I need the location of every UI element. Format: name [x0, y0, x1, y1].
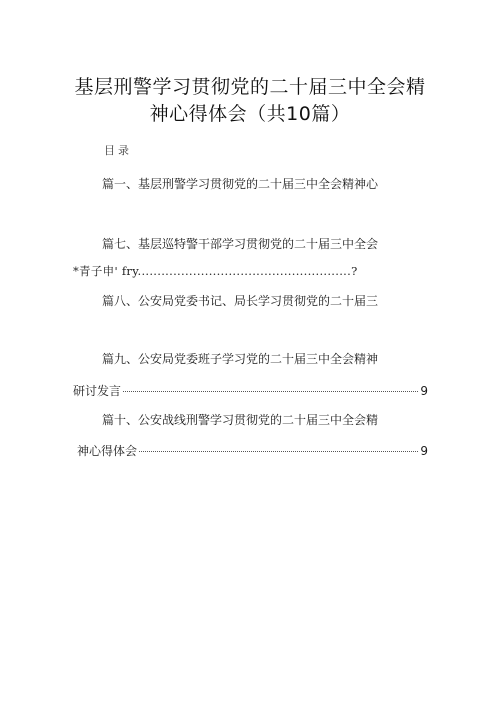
title-line-2: 神心得体会（共10篇） [149, 103, 351, 125]
dot-leader [123, 391, 418, 392]
title-line-1: 基层刑警学习贯彻党的二十届三中全会精 [74, 76, 426, 98]
toc-entry-9-tail-text: 研讨发言 [73, 384, 122, 398]
toc-entry-9[interactable]: 篇九、公安局党委班子学习党的二十届三中全会精神 [102, 352, 379, 366]
toc-entry-9-continuation[interactable] [73, 382, 428, 399]
toc-entry-1[interactable]: 篇一、基层刑警学习贯彻党的二十届三中全会精神心 [102, 177, 379, 191]
dot-leader [139, 451, 418, 452]
toc-entry-10-tail-text: 神心得体会 [77, 444, 138, 458]
toc-entry-9-page-number: 9 [420, 384, 428, 398]
toc-entry-7-garbled-leader: *青子申' fry......................................................? [73, 264, 358, 278]
toc-entry-10-page-number: 9 [420, 444, 428, 458]
toc-heading: 目录 [104, 144, 132, 157]
toc-entry-10[interactable]: 篇十、公安战线刑警学习贯彻党的二十届三中全会精 [102, 413, 379, 427]
toc-entry-7[interactable]: 篇七、基层巡特警干部学习贯彻党的二十届三中全会 [102, 237, 379, 251]
toc-entry-10-continuation[interactable] [77, 442, 428, 459]
toc-entry-8[interactable]: 篇八、公安局党委书记、局长学习贯彻党的二十届三 [102, 294, 379, 308]
